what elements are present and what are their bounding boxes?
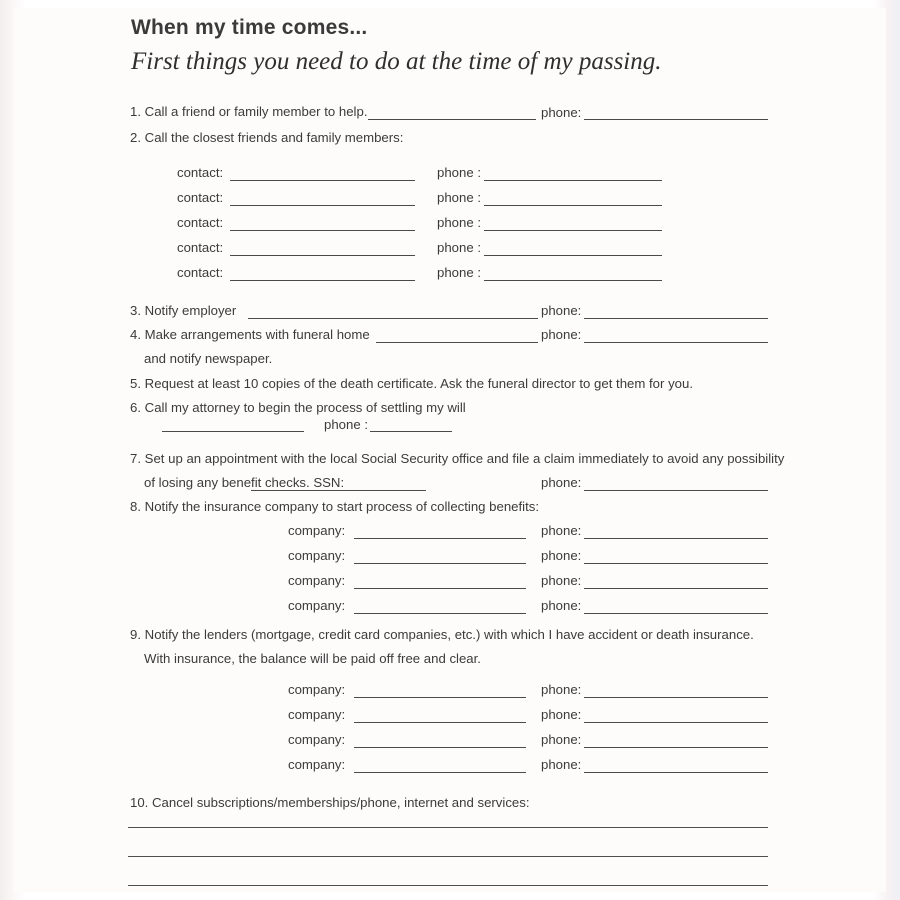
item-1-text: Call a friend or family member to help. (144, 104, 368, 119)
lender-phone-field-2[interactable] (584, 722, 768, 723)
contact-label-2: contact: (177, 190, 224, 205)
list-item-4 (130, 327, 370, 343)
item-4-funeral-home-field[interactable] (376, 342, 538, 343)
lender-phone-label-2: phone: (541, 707, 582, 722)
item-4-phone-label: phone: (541, 327, 582, 342)
lender-phone-field-3[interactable] (584, 747, 768, 748)
contact-label-1: contact: (177, 165, 224, 180)
item-8-number: 8. (130, 499, 145, 514)
contact-phone-label-2: phone : (437, 190, 481, 205)
contact-label-3: contact: (177, 215, 224, 230)
contact-phone-label-1: phone : (437, 165, 481, 180)
item-2-text: Call the closest friends and family members: (144, 130, 404, 145)
contact-field-4[interactable] (230, 255, 415, 256)
contact-label-4: contact: (177, 240, 224, 255)
lender-company-label-3: company: (288, 732, 346, 747)
lender-company-field-3[interactable] (354, 747, 526, 748)
insurance-phone-label-2: phone: (541, 548, 582, 563)
item-7-text: Set up an appointment with the local Social Security office and file a claim immediately to avoid any possibility (144, 451, 785, 466)
contact-phone-label-3: phone : (437, 215, 481, 230)
insurance-phone-label-3: phone: (541, 573, 582, 588)
lender-phone-label-3: phone: (541, 732, 582, 747)
insurance-company-field-3[interactable] (354, 588, 526, 589)
item-10-text: Cancel subscriptions/memberships/phone, internet and services: (152, 795, 530, 810)
item-6-phone-label: phone : (324, 417, 368, 432)
insurance-phone-label-4: phone: (541, 598, 582, 613)
item-7-phone-field[interactable] (584, 490, 768, 491)
item-6-number: 6. (130, 400, 145, 415)
insurance-phone-field-1[interactable] (584, 538, 768, 539)
item-9-continuation: With insurance, the balance will be paid off free and clear. (144, 651, 481, 666)
item-5-number: 5. (130, 376, 145, 391)
lender-phone-label-4: phone: (541, 757, 582, 772)
contact-phone-field-3[interactable] (484, 230, 662, 231)
item-1-phone-field[interactable] (584, 119, 768, 120)
contact-phone-field-1[interactable] (484, 180, 662, 181)
item-9-text: Notify the lenders (mortgage, credit card companies, etc.) with which I have accident or death insurance. (144, 627, 754, 642)
item-3-text: Notify employer (144, 303, 237, 318)
lender-phone-label-1: phone: (541, 682, 582, 697)
blank-line-2[interactable] (128, 856, 768, 857)
insurance-phone-field-2[interactable] (584, 563, 768, 564)
item-4-text: Make arrangements with funeral home (144, 327, 370, 342)
item-6-attorney-field[interactable] (162, 431, 304, 432)
lender-company-label-4: company: (288, 757, 346, 772)
list-item-7 (130, 451, 784, 467)
item-4-phone-field[interactable] (584, 342, 768, 343)
item-2-number: 2. (130, 130, 145, 145)
contact-field-2[interactable] (230, 205, 415, 206)
blank-line-1[interactable] (128, 827, 768, 828)
contact-field-1[interactable] (230, 180, 415, 181)
contact-phone-label-4: phone : (437, 240, 481, 255)
contact-field-3[interactable] (230, 230, 415, 231)
item-4-number: 4. (130, 327, 145, 342)
page-title: When my time comes... (131, 16, 368, 39)
lender-company-field-2[interactable] (354, 722, 526, 723)
contact-phone-field-4[interactable] (484, 255, 662, 256)
item-3-employer-field[interactable] (248, 318, 538, 319)
item-5-text: Request at least 10 copies of the death certificate. Ask the funeral director to get them for you. (144, 376, 693, 391)
contact-label-5: contact: (177, 265, 224, 280)
list-item-5 (130, 376, 693, 392)
list-item-6 (130, 400, 466, 416)
item-3-phone-label: phone: (541, 303, 582, 318)
list-item-10 (130, 795, 530, 811)
item-7-phone-label: phone: (541, 475, 582, 490)
blank-line-3[interactable] (128, 885, 768, 886)
lender-company-field-1[interactable] (354, 697, 526, 698)
item-6-text: Call my attorney to begin the process of settling my will (144, 400, 466, 415)
item-3-phone-field[interactable] (584, 318, 768, 319)
item-10-number: 10. (130, 795, 152, 810)
lender-phone-field-1[interactable] (584, 697, 768, 698)
contact-phone-label-5: phone : (437, 265, 481, 280)
list-item-9 (130, 627, 754, 643)
list-item-3 (130, 303, 236, 319)
insurance-company-field-4[interactable] (354, 613, 526, 614)
item-8-text: Notify the insurance company to start process of collecting benefits: (144, 499, 540, 514)
page-subtitle: First things you need to do at the time of my passing. (131, 48, 662, 75)
list-item-1 (130, 104, 367, 120)
lender-company-label-1: company: (288, 682, 346, 697)
contact-field-5[interactable] (230, 280, 415, 281)
list-item-2 (130, 130, 403, 146)
list-item-8 (130, 499, 539, 515)
insurance-company-field-1[interactable] (354, 538, 526, 539)
item-3-number: 3. (130, 303, 145, 318)
item-9-number: 9. (130, 627, 145, 642)
lender-company-label-2: company: (288, 707, 346, 722)
insurance-phone-field-3[interactable] (584, 588, 768, 589)
insurance-company-label-2: company: (288, 548, 346, 563)
insurance-company-label-4: company: (288, 598, 346, 613)
lender-company-field-4[interactable] (354, 772, 526, 773)
document-page (14, 8, 886, 892)
lender-phone-field-4[interactable] (584, 772, 768, 773)
item-1-phone-label: phone: (541, 105, 582, 120)
item-1-number: 1. (130, 104, 145, 119)
item-7-ssn-field[interactable] (251, 490, 426, 491)
form-body (14, 8, 886, 892)
contact-phone-field-5[interactable] (484, 280, 662, 281)
contact-phone-field-2[interactable] (484, 205, 662, 206)
item-7-continuation: of losing any benefit checks. SSN: (144, 475, 345, 490)
item-1-name-field[interactable] (368, 119, 536, 120)
insurance-company-label-1: company: (288, 523, 346, 538)
item-4-continuation: and notify newspaper. (144, 351, 273, 366)
insurance-phone-label-1: phone: (541, 523, 582, 538)
item-6-phone-field[interactable] (370, 431, 452, 432)
item-7-number: 7. (130, 451, 145, 466)
insurance-phone-field-4[interactable] (584, 613, 768, 614)
insurance-company-label-3: company: (288, 573, 346, 588)
insurance-company-field-2[interactable] (354, 563, 526, 564)
